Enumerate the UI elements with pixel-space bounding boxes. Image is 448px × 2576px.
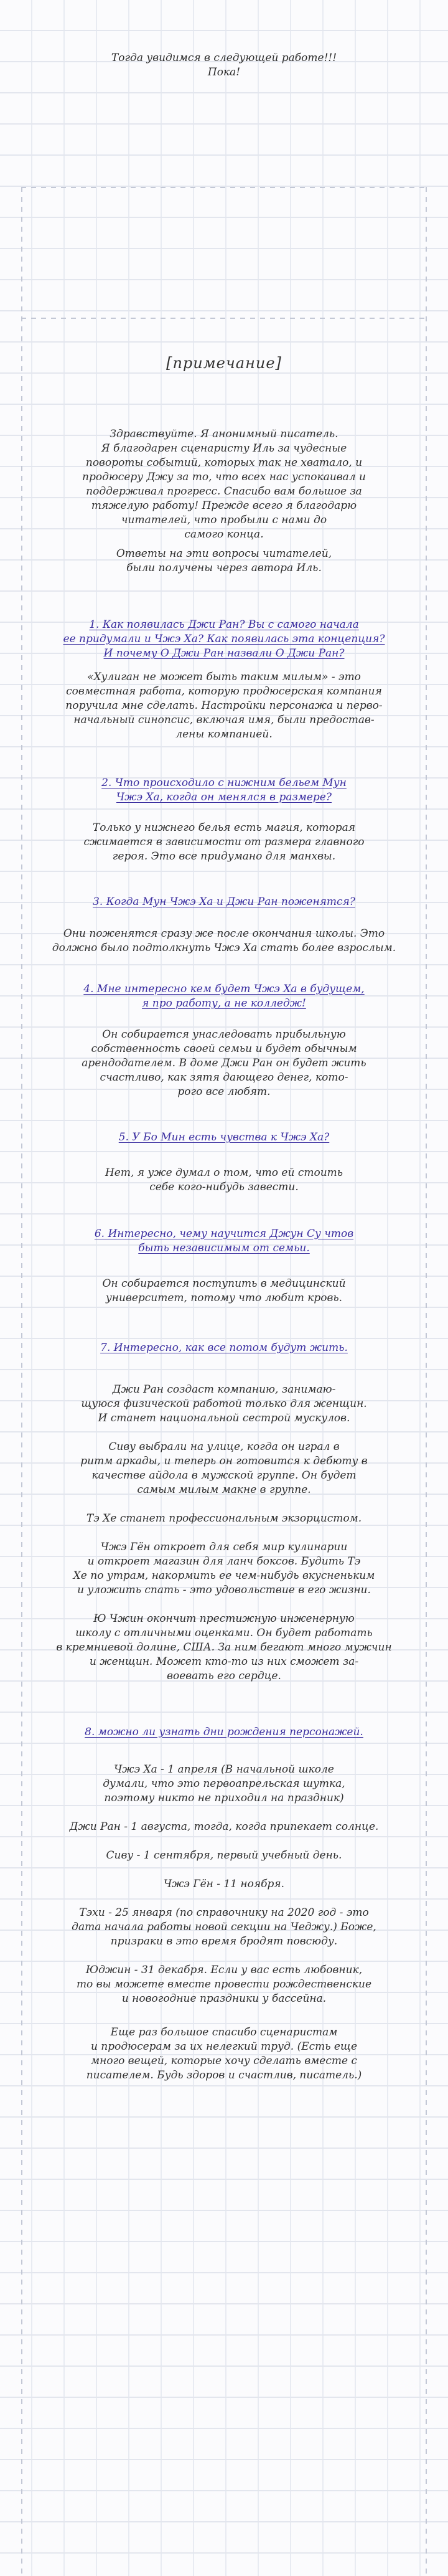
closing-header: [37, 51, 411, 80]
answer-4: Он собирается унаследовать прибыльную собственность своей семьи и будет обычным арендодателем. В доме Джи Ран он будет жить счастливо, как зятя дающего денег, кото- рого все любят.: [82, 1028, 366, 1098]
question-7: 7. Интересно, как все потом будут жить.: [100, 1342, 348, 1354]
dashed-border-top: [21, 187, 427, 188]
answer-5: Нет, я уже думал о том, что ей стоить себе кого-нибудь завести.: [105, 1167, 343, 1193]
greeting-line: продюсеру Джу за то, что всех нас успокаивал и: [82, 471, 366, 483]
author-greeting: [37, 427, 411, 542]
greeting-line: тяжелую работу! Прежде всего я благодарю: [91, 500, 357, 512]
answer-7: Джи Ран создаст компанию, занимаю- щуюся физической работой только для женщин. И станет национальной сестрой мускулов. Сиву выбрали на улице, когда он играл в ритм аркады, и теперь он готовится к дебюту в качестве айдола в мужской группе. Он будет самым милым макне в группе. Тэ Хе станет профессиональным экзорцистом. Чжэ Гён откроет для себя мир кулинарии и откроет магазин для ланч боксов. Будить Тэ Хе по утрам, накормить ее чем-нибудь вкусненьким и уложить спать - это удовольствие в его жизни. Ю Чжин окончит престижную инженерную школу с отличными оценками. Он будет работать в кремниевой долине, США. За ним бегают много мужчин и женщин. Может кто-то из них сможет за- воевать его сердце.: [56, 1383, 392, 1682]
greeting-line: Здравствуйте. Я анонимный писатель.: [110, 428, 338, 440]
answer-8: Чжэ Ха - 1 апреля (В начальной школе думали, что это первоапрельская шутка, поэтому никто не приходил на праздник) Джи Ран - 1 августа, тогда, когда припекает солнце. Сиву - 1 сентября, первый учебный день. Чжэ Гён - 11 ноября. Тэхи - 25 января (по справочнику на 2020 год - это дата начала работы новой секции на Чеджу.) Боже, призраки в это время бродят повсюду. Юджин - 31 декабря. Если у вас есть любовник, то вы можете вместе провести рождественские и новогодние праздники у бассейна.: [69, 1763, 379, 2005]
dashed-border-left: [21, 187, 22, 2576]
answer-2: Только у нижнего белья есть магия, которая сжимается в зависимости от размера главного героя. Это все придумано для манхвы.: [83, 822, 365, 863]
question-4: 4. Мне интересно кем будет Чжэ Ха в будущем, я про работу, а не колледж!: [83, 983, 365, 1010]
dashed-border-right: [426, 187, 427, 2576]
question-8: 8. можно ли узнать дни рождения персонажей.: [85, 1726, 363, 1738]
question-5: 5. У Бо Мин есть чувства к Чжэ Ха?: [118, 1131, 330, 1144]
note-divider: [21, 318, 427, 319]
question-2: 2. Что происходило с нижним бельем Мун Чжэ Ха, когда он менялся в размере?: [101, 777, 347, 803]
note-title: [примечание]: [166, 354, 282, 372]
answer-6: Он собирается поступить в медицинский университет, потому что любит кровь.: [102, 1277, 346, 1304]
header-line: Пока!: [207, 66, 241, 78]
question-3: 3. Когда Мун Чжэ Ха и Джи Ран поженятся?: [93, 896, 355, 908]
question-1: 1. Как появилась Джи Ран? Вы с самого начала ее придумали и Чжэ Ха? Как появилась эта концепция? И почему О Джи Ран назвали О Джи Ран?: [63, 618, 385, 660]
answer-3: Они поженятся сразу же после окончания школы. Это должно было подтолкнуть Чжэ Ха стать более взрослым.: [52, 927, 396, 954]
header-line: Тогда увидимся в следующей работе!!!: [111, 52, 337, 64]
closing-thanks: Еще раз большое спасибо сценаристам и продюсерам за их нелегкий труд. (Есть еще много вещей, которые хочу сделать вместе с писателем. Будь здоров и счастлив, писатель.): [86, 2026, 362, 2081]
greeting-line: Я благодарен сценаристу Иль за чудесные: [101, 442, 347, 455]
greeting-line: читателей, что пробыли с нами до: [121, 514, 327, 526]
greeting-line: самого конца.: [184, 528, 264, 541]
intro-line: были получены через автора Иль.: [126, 562, 322, 574]
greeting-line: повороты событий, которых так не хватало, и: [85, 457, 363, 469]
intro-line: Ответы на эти вопросы читателей,: [116, 547, 332, 560]
answer-1: «Хулиган не может быть таким милым» - это совместная работа, которую продюсерская компания поручила мне сделать. Настройки персонажа и перво- начальный синопсис, включая имя, были предостав- лены компанией.: [65, 671, 383, 741]
qa-intro: [37, 547, 411, 575]
question-6: 6. Интересно, чему научится Джун Су чтов быть независимым от семьи.: [94, 1228, 354, 1254]
greeting-line: поддерживал прогресс. Спасибо вам большое за: [86, 485, 362, 498]
